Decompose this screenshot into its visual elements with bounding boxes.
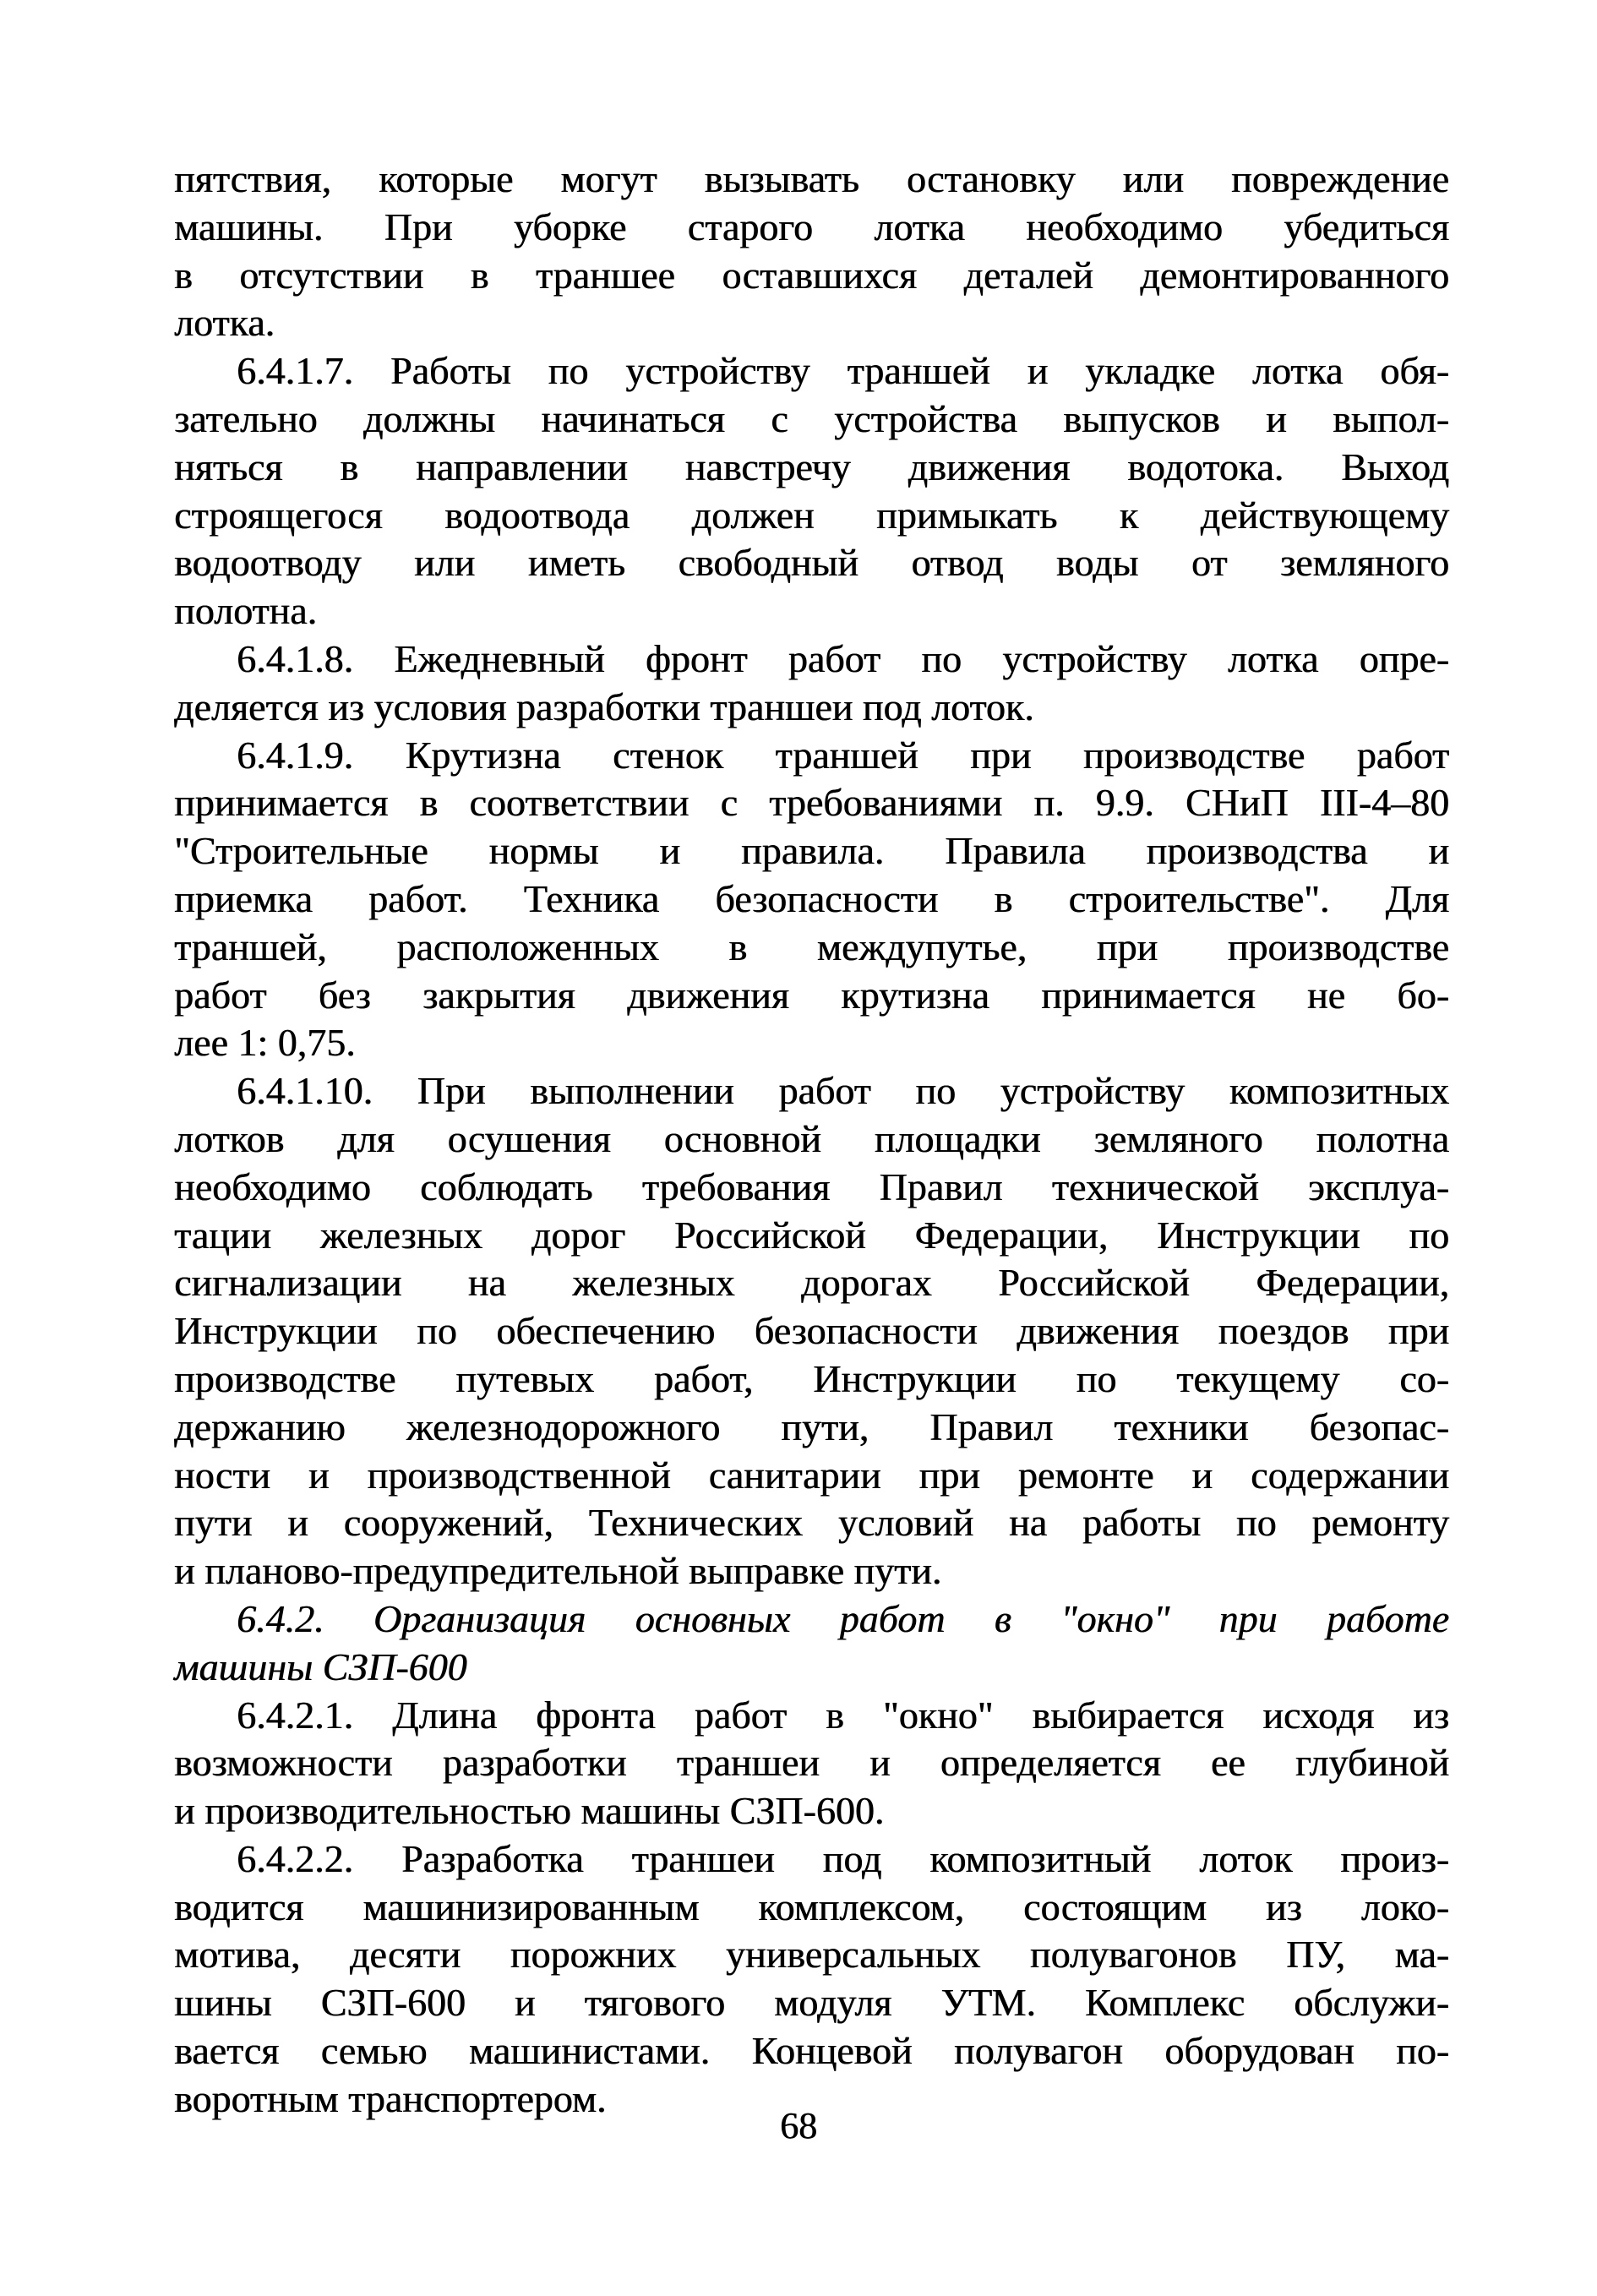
text-line: 6.4.2. Организация основных работ в "окно" при работе bbox=[237, 1596, 1449, 1640]
text-line: 6.4.1.9. Крутизна стенок траншей при производстве работ bbox=[237, 733, 1449, 777]
text-line: возможности разработки траншеи и определяется ее глубиной bbox=[174, 1741, 1449, 1785]
text-line: принимается в соответствии с требованиями п. 9.9. СНиП III-4–80 bbox=[174, 781, 1449, 825]
text-line: 6.4.1.7. Работы по устройству траншей и укладке лотка обя- bbox=[237, 349, 1449, 393]
text-line: пятствия, которые могут вызывать остановку или повреждение bbox=[174, 157, 1449, 200]
text-line: необходимо соблюдать требования Правил технической эксплуа- bbox=[174, 1164, 1449, 1208]
paragraph bbox=[174, 347, 1449, 635]
text-line: строящегося водоотвода должен примыкать к действующему bbox=[174, 493, 1449, 537]
text-line: в отсутствии в траншее оставшихся деталей демонтированного bbox=[174, 253, 1449, 297]
text-line: производстве путевых работ, Инструкции по текущему со- bbox=[174, 1356, 1449, 1400]
text-line: Инструкции по обеспечению безопасности движения поездов при bbox=[174, 1309, 1449, 1353]
text-line: мотива, десяти порожних универсальных полувагонов ПУ, ма- bbox=[174, 1933, 1449, 1977]
paragraph bbox=[174, 155, 1449, 347]
section-heading bbox=[174, 1595, 1449, 1692]
text-line: сигнализации на железных дорогах Российской Федерации, bbox=[174, 1261, 1449, 1305]
text-line: тации железных дорог Российской Федерации, Инструкции по bbox=[174, 1213, 1449, 1257]
text-line: 6.4.1.10. При выполнении работ по устройству композитных bbox=[237, 1069, 1449, 1113]
paragraph bbox=[174, 732, 1449, 1068]
text-line: полотна. bbox=[174, 589, 317, 633]
text-line: 6.4.2.1. Длина фронта работ в "окно" выбирается исходя из bbox=[237, 1693, 1449, 1737]
text-line: 6.4.1.8. Ежедневный фронт работ по устройству лотка опре- bbox=[237, 636, 1449, 680]
text-line: и производительностью машины СЗП-600. bbox=[174, 1789, 885, 1833]
text-line: шины СЗП-600 и тягового модуля УТМ. Комплекс обслужи- bbox=[174, 1981, 1449, 2025]
text-line: работ без закрытия движения крутизна принимается не бо- bbox=[174, 973, 1449, 1017]
text-line: "Строительные нормы и правила. Правила производства и bbox=[174, 829, 1449, 873]
paragraph bbox=[174, 1835, 1449, 2124]
text-line: водоотводу или иметь свободный отвод воды от земляного bbox=[174, 541, 1449, 585]
text-line: деляется из условия разработки траншеи под лоток. bbox=[174, 684, 1034, 728]
paragraph bbox=[174, 635, 1449, 732]
text-line: няться в направлении навстречу движения водотока. Выход bbox=[174, 444, 1449, 488]
text-line: лее 1: 0,75. bbox=[174, 1021, 356, 1065]
text-line: 6.4.2.2. Разработка траншеи под композитный лоток произ- bbox=[237, 1836, 1449, 1880]
text-line: водится машинизированным комплексом, состоящим из локо- bbox=[174, 1884, 1449, 1928]
page-number: 68 bbox=[780, 2105, 817, 2146]
text-line: лотка. bbox=[174, 301, 275, 345]
text-line: машины. При уборке старого лотка необходимо убедиться bbox=[174, 205, 1449, 248]
text-line: держанию железнодорожного пути, Правил техники безопас- bbox=[174, 1404, 1449, 1448]
text-line: пути и сооружений, Технических условий на работы по ремонту bbox=[174, 1501, 1449, 1545]
text-line: ности и производственной санитарии при ремонте и содержании bbox=[174, 1453, 1449, 1497]
text-line: воротным транспортером. bbox=[174, 2076, 607, 2120]
text-line: зательно должны начинаться с устройства выпусков и выпол- bbox=[174, 396, 1449, 440]
text-line: вается семью машинистами. Концевой полувагон оборудован по- bbox=[174, 2029, 1449, 2073]
text-line: и планово-предупредительной выправке пути. bbox=[174, 1549, 942, 1593]
paragraph bbox=[174, 1692, 1449, 1835]
text-line: лотков для осушения основной площадки земляного полотна bbox=[174, 1116, 1449, 1160]
paragraph bbox=[174, 1067, 1449, 1595]
document-body bbox=[174, 155, 1449, 2124]
text-line: приемка работ. Техника безопасности в строительстве". Для bbox=[174, 876, 1449, 920]
text-line: машины СЗП-600 bbox=[174, 1644, 467, 1688]
text-line: траншей, расположенных в междупутье, при производстве bbox=[174, 924, 1449, 968]
